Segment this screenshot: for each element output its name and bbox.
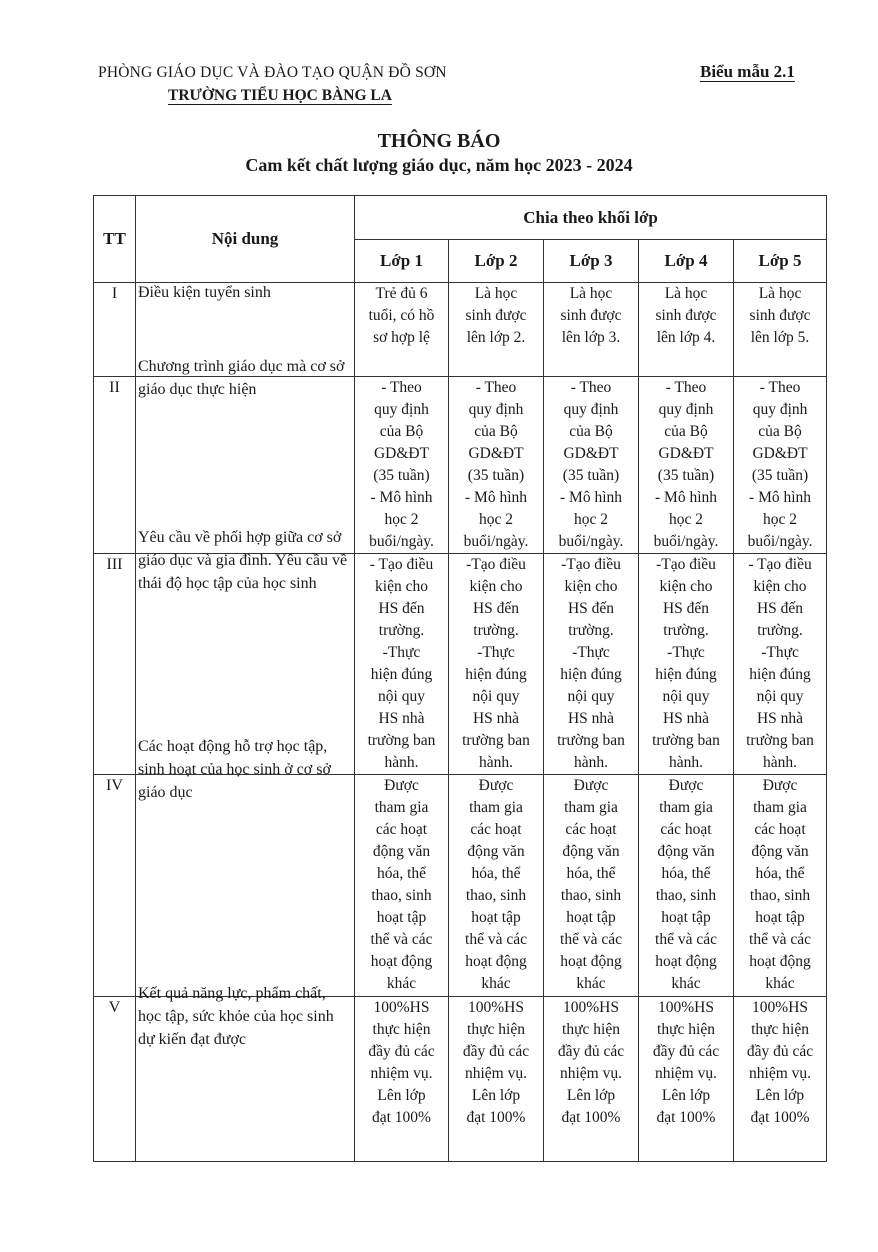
grade-cell: Được tham gia các hoạt động văn hóa, thể thao, sinh hoạt tập thể và các hoạt động khác xyxy=(449,775,544,997)
grade-cell: -Tạo điều kiện cho HS đến trường. -Thực hiện đúng nội quy HS nhà trường ban hành. xyxy=(544,554,639,775)
document-subtitle: Cam kết chất lượng giáo dục, năm học 2023 - 2024 xyxy=(245,155,633,175)
row-number: III xyxy=(94,554,136,775)
department-name: PHÒNG GIÁO DỤC VÀ ĐÀO TẠO QUẬN ĐỒ SƠN xyxy=(98,64,447,81)
grade-cell: Được tham gia các hoạt động văn hóa, thể thao, sinh hoạt tập thể và các hoạt động khác xyxy=(544,775,639,997)
grade-cell: -Tạo điều kiện cho HS đến trường. -Thực hiện đúng nội quy HS nhà trường ban hành. xyxy=(639,554,734,775)
grade-cell: 100%HS thực hiện đầy đủ các nhiệm vụ. Lên lớp đạt 100% xyxy=(355,997,449,1162)
header-grade-group: Chia theo khối lớp xyxy=(355,196,827,240)
grade-cell: 100%HS thực hiện đầy đủ các nhiệm vụ. Lên lớp đạt 100% xyxy=(639,997,734,1162)
form-label: Biểu mẫu 2.1 xyxy=(700,62,795,81)
grade-cell: 100%HS thực hiện đầy đủ các nhiệm vụ. Lên lớp đạt 100% xyxy=(734,997,827,1162)
header-grade: Lớp 1 xyxy=(355,240,449,283)
grade-cell: Là học sinh được lên lớp 3. xyxy=(544,283,639,377)
table-row xyxy=(94,775,827,997)
row-number: II xyxy=(94,377,136,554)
school-name-text: TRƯỜNG TIỂU HỌC BÀNG LA xyxy=(168,87,392,104)
row-content-text: Điều kiện tuyển sinh xyxy=(138,284,271,301)
commitment-table xyxy=(93,195,827,1162)
grade-cell: - Theo quy định của Bộ GD&ĐT (35 tuần) - Mô hình học 2 buổi/ngày. xyxy=(449,377,544,554)
grade-cell: -Tạo điều kiện cho HS đến trường. -Thực hiện đúng nội quy HS nhà trường ban hành. xyxy=(449,554,544,775)
grade-cell: Là học sinh được lên lớp 2. xyxy=(449,283,544,377)
grade-cell: - Theo quy định của Bộ GD&ĐT (35 tuần) - Mô hình học 2 buổi/ngày. xyxy=(544,377,639,554)
row-number: V xyxy=(94,997,136,1162)
grade-cell: - Tạo điều kiện cho HS đến trường. -Thực hiện đúng nội quy HS nhà trường ban hành. xyxy=(355,554,449,775)
table-row xyxy=(94,997,827,1162)
header-grade: Lớp 4 xyxy=(639,240,734,283)
grade-cell: Là học sinh được lên lớp 5. xyxy=(734,283,827,377)
grade-cell: Được tham gia các hoạt động văn hóa, thể thao, sinh hoạt tập thể và các hoạt động khác xyxy=(355,775,449,997)
header-grade: Lớp 5 xyxy=(734,240,827,283)
row-content-text: Kết quả năng lực, phẩm chất, học tập, sức khỏe của học sinh dự kiến đạt được xyxy=(138,985,334,1048)
grade-cell: - Theo quy định của Bộ GD&ĐT (35 tuần) - Mô hình học 2 buổi/ngày. xyxy=(734,377,827,554)
row-content-text: Yêu cầu về phối hợp giữa cơ sở giáo dục và gia đình. Yêu cầu về thái độ học tập của học sinh xyxy=(138,529,348,592)
grade-cell: - Theo quy định của Bộ GD&ĐT (35 tuần) - Mô hình học 2 buổi/ngày. xyxy=(639,377,734,554)
grade-cell: - Tạo điều kiện cho HS đến trường. -Thực hiện đúng nội quy HS nhà trường ban hành. xyxy=(734,554,827,775)
grade-cell: - Theo quy định của Bộ GD&ĐT (35 tuần) - Mô hình học 2 buổi/ngày. xyxy=(355,377,449,554)
row-number: IV xyxy=(94,775,136,997)
document-title: THÔNG BÁO xyxy=(377,130,501,152)
row-content-text: Chương trình giáo dục mà cơ sở giáo dục thực hiện xyxy=(138,358,345,398)
row-content xyxy=(136,985,355,1162)
header-content: Nội dung xyxy=(136,196,355,283)
grade-cell: 100%HS thực hiện đầy đủ các nhiệm vụ. Lên lớp đạt 100% xyxy=(449,997,544,1162)
header-grade: Lớp 2 xyxy=(449,240,544,283)
grade-cell: Là học sinh được lên lớp 4. xyxy=(639,283,734,377)
header-grade: Lớp 3 xyxy=(544,240,639,283)
row-content xyxy=(136,738,355,997)
school-name xyxy=(168,87,392,105)
grade-cell: 100%HS thực hiện đầy đủ các nhiệm vụ. Lên lớp đạt 100% xyxy=(544,997,639,1162)
grade-cell: Được tham gia các hoạt động văn hóa, thể thao, sinh hoạt tập thể và các hoạt động khác xyxy=(734,775,827,997)
row-content-text: Các hoạt động hỗ trợ học tập, sinh hoạt của học sinh ở cơ sở giáo dục xyxy=(138,738,331,801)
grade-cell: Trẻ đủ 6 tuổi, có hồ sơ hợp lệ xyxy=(355,283,449,377)
row-number: I xyxy=(94,283,136,377)
grade-cell: Được tham gia các hoạt động văn hóa, thể thao, sinh hoạt tập thể và các hoạt động khác xyxy=(639,775,734,997)
header-tt: TT xyxy=(94,196,136,283)
